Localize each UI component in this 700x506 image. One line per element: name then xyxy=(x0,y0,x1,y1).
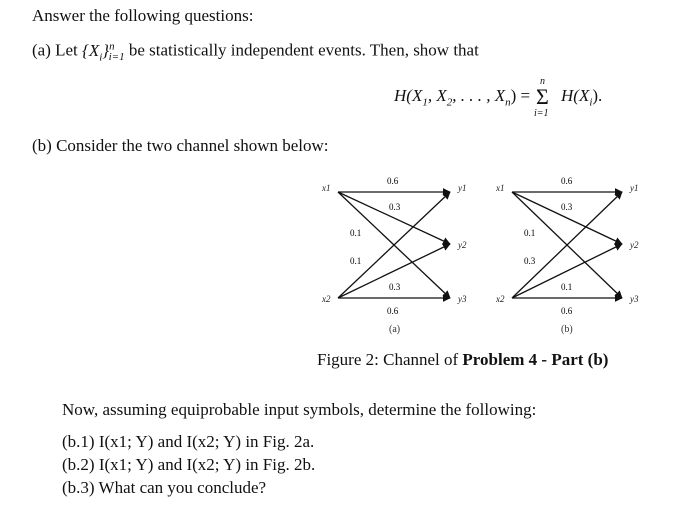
channel-b-p-x1-y2: 0.3 xyxy=(561,202,573,212)
channel-b-p-x2-y2: 0.1 xyxy=(561,282,573,292)
item-number: (b.2) xyxy=(62,455,95,474)
channel-b-caption: (b) xyxy=(561,324,573,335)
channel-b-output-y3: y3 xyxy=(630,294,639,304)
entropy-equation: $H(X_1$, $X_2$, . . . , $X_n$) = xyxy=(394,86,531,109)
figure-caption: Figure 2: Channel of Problem 4 - Part (b) xyxy=(317,350,609,369)
channel-a-caption: (a) xyxy=(389,324,401,335)
channel-a-p-x1-y3: 0.1 xyxy=(350,228,362,238)
channel-a-input-x2: x2 xyxy=(322,294,331,304)
channel-a-p-x2-y3: 0.6 xyxy=(387,306,399,316)
item-b2 xyxy=(62,455,315,475)
item-number: (b.3) xyxy=(62,478,95,497)
channel-a-output-y1: y1 xyxy=(458,183,467,193)
channel-a-p-x2-y2: 0.3 xyxy=(389,282,401,292)
channel-a-p-x2-y1: 0.1 xyxy=(350,256,362,266)
sum-bottom: i=1 xyxy=(534,108,549,119)
part-a-let: Let xyxy=(55,40,78,60)
channel-a-output-y3: y3 xyxy=(458,294,467,304)
part-b-label: (b) xyxy=(32,136,52,155)
channel-a-p-x1-y1: 0.6 xyxy=(387,176,399,186)
item-b3 xyxy=(62,478,266,498)
item-number: (b.1) xyxy=(62,432,95,451)
part-a-text: be statistically independent events. Then, show that xyxy=(128,40,479,60)
item-b1 xyxy=(62,432,314,452)
entropy-sum-term: $H(X_i)$. xyxy=(561,86,603,109)
channel-a-output-y2: y2 xyxy=(458,240,467,250)
channel-b-input-x1: x1 xyxy=(496,183,505,193)
channel-b-p-x2-y3: 0.6 xyxy=(561,306,573,316)
part-a-set: $\{X_i\}^n_{i=1}$ xyxy=(82,40,125,64)
channel-b-input-x2: x2 xyxy=(496,294,505,304)
channel-a-input-x1: x1 xyxy=(322,183,331,193)
channel-b-p-x2-y1: 0.3 xyxy=(524,256,536,266)
channel-b-p-x1-y3: 0.1 xyxy=(524,228,536,238)
channel-a-diagram xyxy=(321,176,467,335)
item-text: I(x1; Y) and I(x2; Y) in Fig. 2b. xyxy=(98,455,316,474)
channel-b-diagram xyxy=(495,176,639,335)
channel-b-output-y1: y1 xyxy=(630,183,639,193)
instruction-text: Now, assuming equiprobable input symbols, determine the following: xyxy=(62,400,537,419)
channel-a-p-x1-y2: 0.3 xyxy=(389,202,401,212)
channel-b-p-x1-y1: 0.6 xyxy=(561,176,573,186)
sum-symbol: Σ xyxy=(536,84,549,109)
part-b-text: Consider the two channel shown below: xyxy=(56,136,329,155)
sum-top: n xyxy=(540,76,545,87)
item-text: I(x1; Y) and I(x2; Y) in Fig. 2a. xyxy=(98,432,315,451)
channel-b-output-y2: y2 xyxy=(630,240,639,250)
heading: Answer the following questions: xyxy=(32,6,254,25)
item-text: What can you conclude? xyxy=(98,478,267,497)
part-a-label: (a) xyxy=(32,40,51,60)
